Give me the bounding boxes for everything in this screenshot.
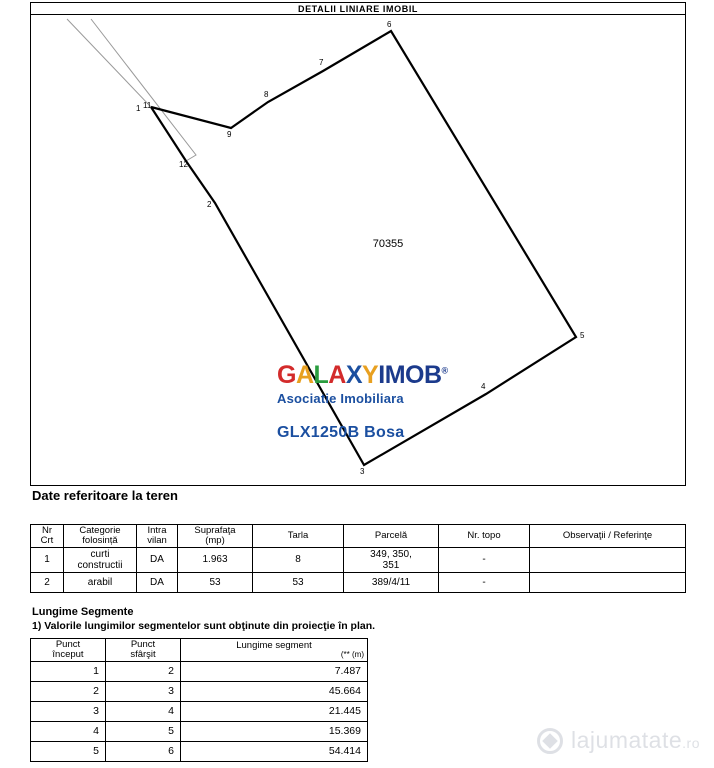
cell-punct-inceput: 3: [31, 701, 106, 721]
table-row: [31, 741, 368, 761]
logo-wordmark: [277, 363, 537, 388]
col-header-punct-sfarsit: [106, 639, 181, 662]
table-row: [31, 572, 686, 592]
teren-section-title: Date referitoare la teren: [32, 488, 178, 503]
cell-nr: 2: [31, 572, 64, 592]
col-header-suprafata: [178, 525, 253, 548]
cell-tarla: 8: [253, 547, 344, 572]
logo-letter: L: [313, 361, 329, 389]
header-line: Intra: [147, 525, 167, 536]
table-header-row: [31, 525, 686, 548]
registered-mark-icon: ®: [441, 365, 448, 376]
cell-lungime: 7.487: [181, 661, 368, 681]
adjacent-strip: [67, 19, 196, 161]
lajumatate-text: [571, 727, 700, 754]
col-header-observatii: Observaţii / Referinţe: [530, 525, 686, 548]
watermark-name: lajumatate: [571, 727, 683, 753]
cell-line: 351: [382, 559, 400, 571]
cell-punct-inceput: 1: [31, 661, 106, 681]
cell-nr-topo: -: [439, 572, 530, 592]
cell-intravilan: DA: [137, 547, 178, 572]
vertex-label-1: 1: [136, 104, 141, 113]
col-header-punct-inceput: [31, 639, 106, 662]
segmente-note: 1) Valorile lungimilor segmentelor sunt obţinute din proiecţie în plan.: [32, 620, 376, 632]
header-line: sfârşit: [130, 648, 156, 660]
cell-suprafata: 53: [178, 572, 253, 592]
logo-letter: Y: [362, 361, 379, 389]
vertex-label-3: 3: [360, 467, 365, 476]
col-header-tarla: Tarla: [253, 525, 344, 548]
header-line: Suprafaţa: [194, 525, 236, 536]
galaxyimob-logo: [277, 363, 537, 442]
cell-punct-sfarsit: 6: [106, 741, 181, 761]
cell-punct-inceput: 5: [31, 741, 106, 761]
cell-punct-inceput: 4: [31, 721, 106, 741]
lajumatate-logo-icon: [537, 728, 563, 754]
cell-lungime: 45.664: [181, 681, 368, 701]
header-line: Punct: [55, 639, 81, 650]
cell-parcela: 389/4/11: [344, 572, 439, 592]
header-line: Nr: [41, 525, 53, 536]
header-line: vilan: [147, 534, 167, 546]
table-row: [31, 547, 686, 572]
cell-observatii: [530, 572, 686, 592]
cell-lungime: 15.369: [181, 721, 368, 741]
teren-table: [30, 524, 686, 593]
col-header-lungime-segment: [181, 639, 368, 662]
cell-suprafata: 1.963: [178, 547, 253, 572]
logo-subtitle: Asociatie Imobiliara: [277, 391, 404, 406]
cell-lungime: 54.414: [181, 741, 368, 761]
logo-letter: A: [328, 361, 346, 389]
table-header-row: [31, 639, 368, 662]
logo-letter: G: [277, 361, 296, 389]
cell-categorie: arabil: [64, 572, 137, 592]
cell-punct-sfarsit: 5: [106, 721, 181, 741]
col-header-parcela: Parcelă: [344, 525, 439, 548]
vertex-label-8: 8: [264, 90, 269, 99]
table-row: [31, 701, 368, 721]
logo-letter: M: [384, 361, 406, 389]
cell-nr: 1: [31, 547, 64, 572]
col-header-categorie: [64, 525, 137, 548]
logo-letter: A: [295, 361, 314, 389]
cell-observatii: [530, 547, 686, 572]
header-line: folosință: [82, 534, 118, 546]
header-line: început: [52, 648, 84, 660]
watermark-tld: .ro: [682, 735, 700, 751]
cell-punct-sfarsit: 2: [106, 661, 181, 681]
header-line: Crt: [40, 534, 54, 546]
logo-letter: B: [423, 361, 442, 389]
header-line: Lungime segment: [236, 639, 312, 651]
cell-punct-sfarsit: 3: [106, 681, 181, 701]
vertex-label-2: 2: [207, 200, 212, 209]
cell-punct-sfarsit: 4: [106, 701, 181, 721]
segmente-table: [30, 638, 368, 762]
vertex-label-12: 12: [179, 160, 188, 169]
plan-title: DETALII LINIARE IMOBIL: [31, 3, 685, 15]
col-header-nr-crt: [31, 525, 64, 548]
vertex-label-11: 11: [143, 101, 152, 110]
parcel-number-label: 70355: [372, 238, 404, 250]
cell-tarla: 53: [253, 572, 344, 592]
logo-letter: X: [345, 361, 363, 389]
cell-intravilan: DA: [137, 572, 178, 592]
header-line: Categorie: [79, 525, 121, 536]
cell-nr-topo: -: [439, 547, 530, 572]
table-row: [31, 721, 368, 741]
cell-line: constructii: [77, 559, 123, 571]
header-unit: (** (m): [340, 649, 364, 659]
plan-panel: [30, 2, 686, 486]
cell-line: 349, 350,: [370, 548, 412, 560]
cell-line: curti: [90, 548, 110, 560]
logo-letter: I: [378, 361, 385, 389]
vertex-label-6: 6: [387, 20, 392, 29]
header-line: Punct: [130, 639, 156, 650]
cell-parcela: [344, 547, 439, 572]
vertex-label-7: 7: [319, 58, 324, 67]
listing-code: GLX1250B Bosa: [277, 424, 405, 441]
table-row: [31, 681, 368, 701]
col-header-nr-topo: Nr. topo: [439, 525, 530, 548]
vertex-label-4: 4: [481, 382, 486, 391]
segmente-section-title: Lungime Segmente: [32, 606, 134, 618]
header-line: (mp): [205, 534, 225, 546]
col-header-intravilan: [137, 525, 178, 548]
vertex-label-9: 9: [227, 130, 232, 139]
cell-punct-inceput: 2: [31, 681, 106, 701]
vertex-label-5: 5: [580, 331, 585, 340]
cell-lungime: 21.445: [181, 701, 368, 721]
table-row: [31, 661, 368, 681]
logo-letter: O: [405, 361, 424, 389]
site-watermark: [537, 727, 700, 754]
cell-categorie: [64, 547, 137, 572]
